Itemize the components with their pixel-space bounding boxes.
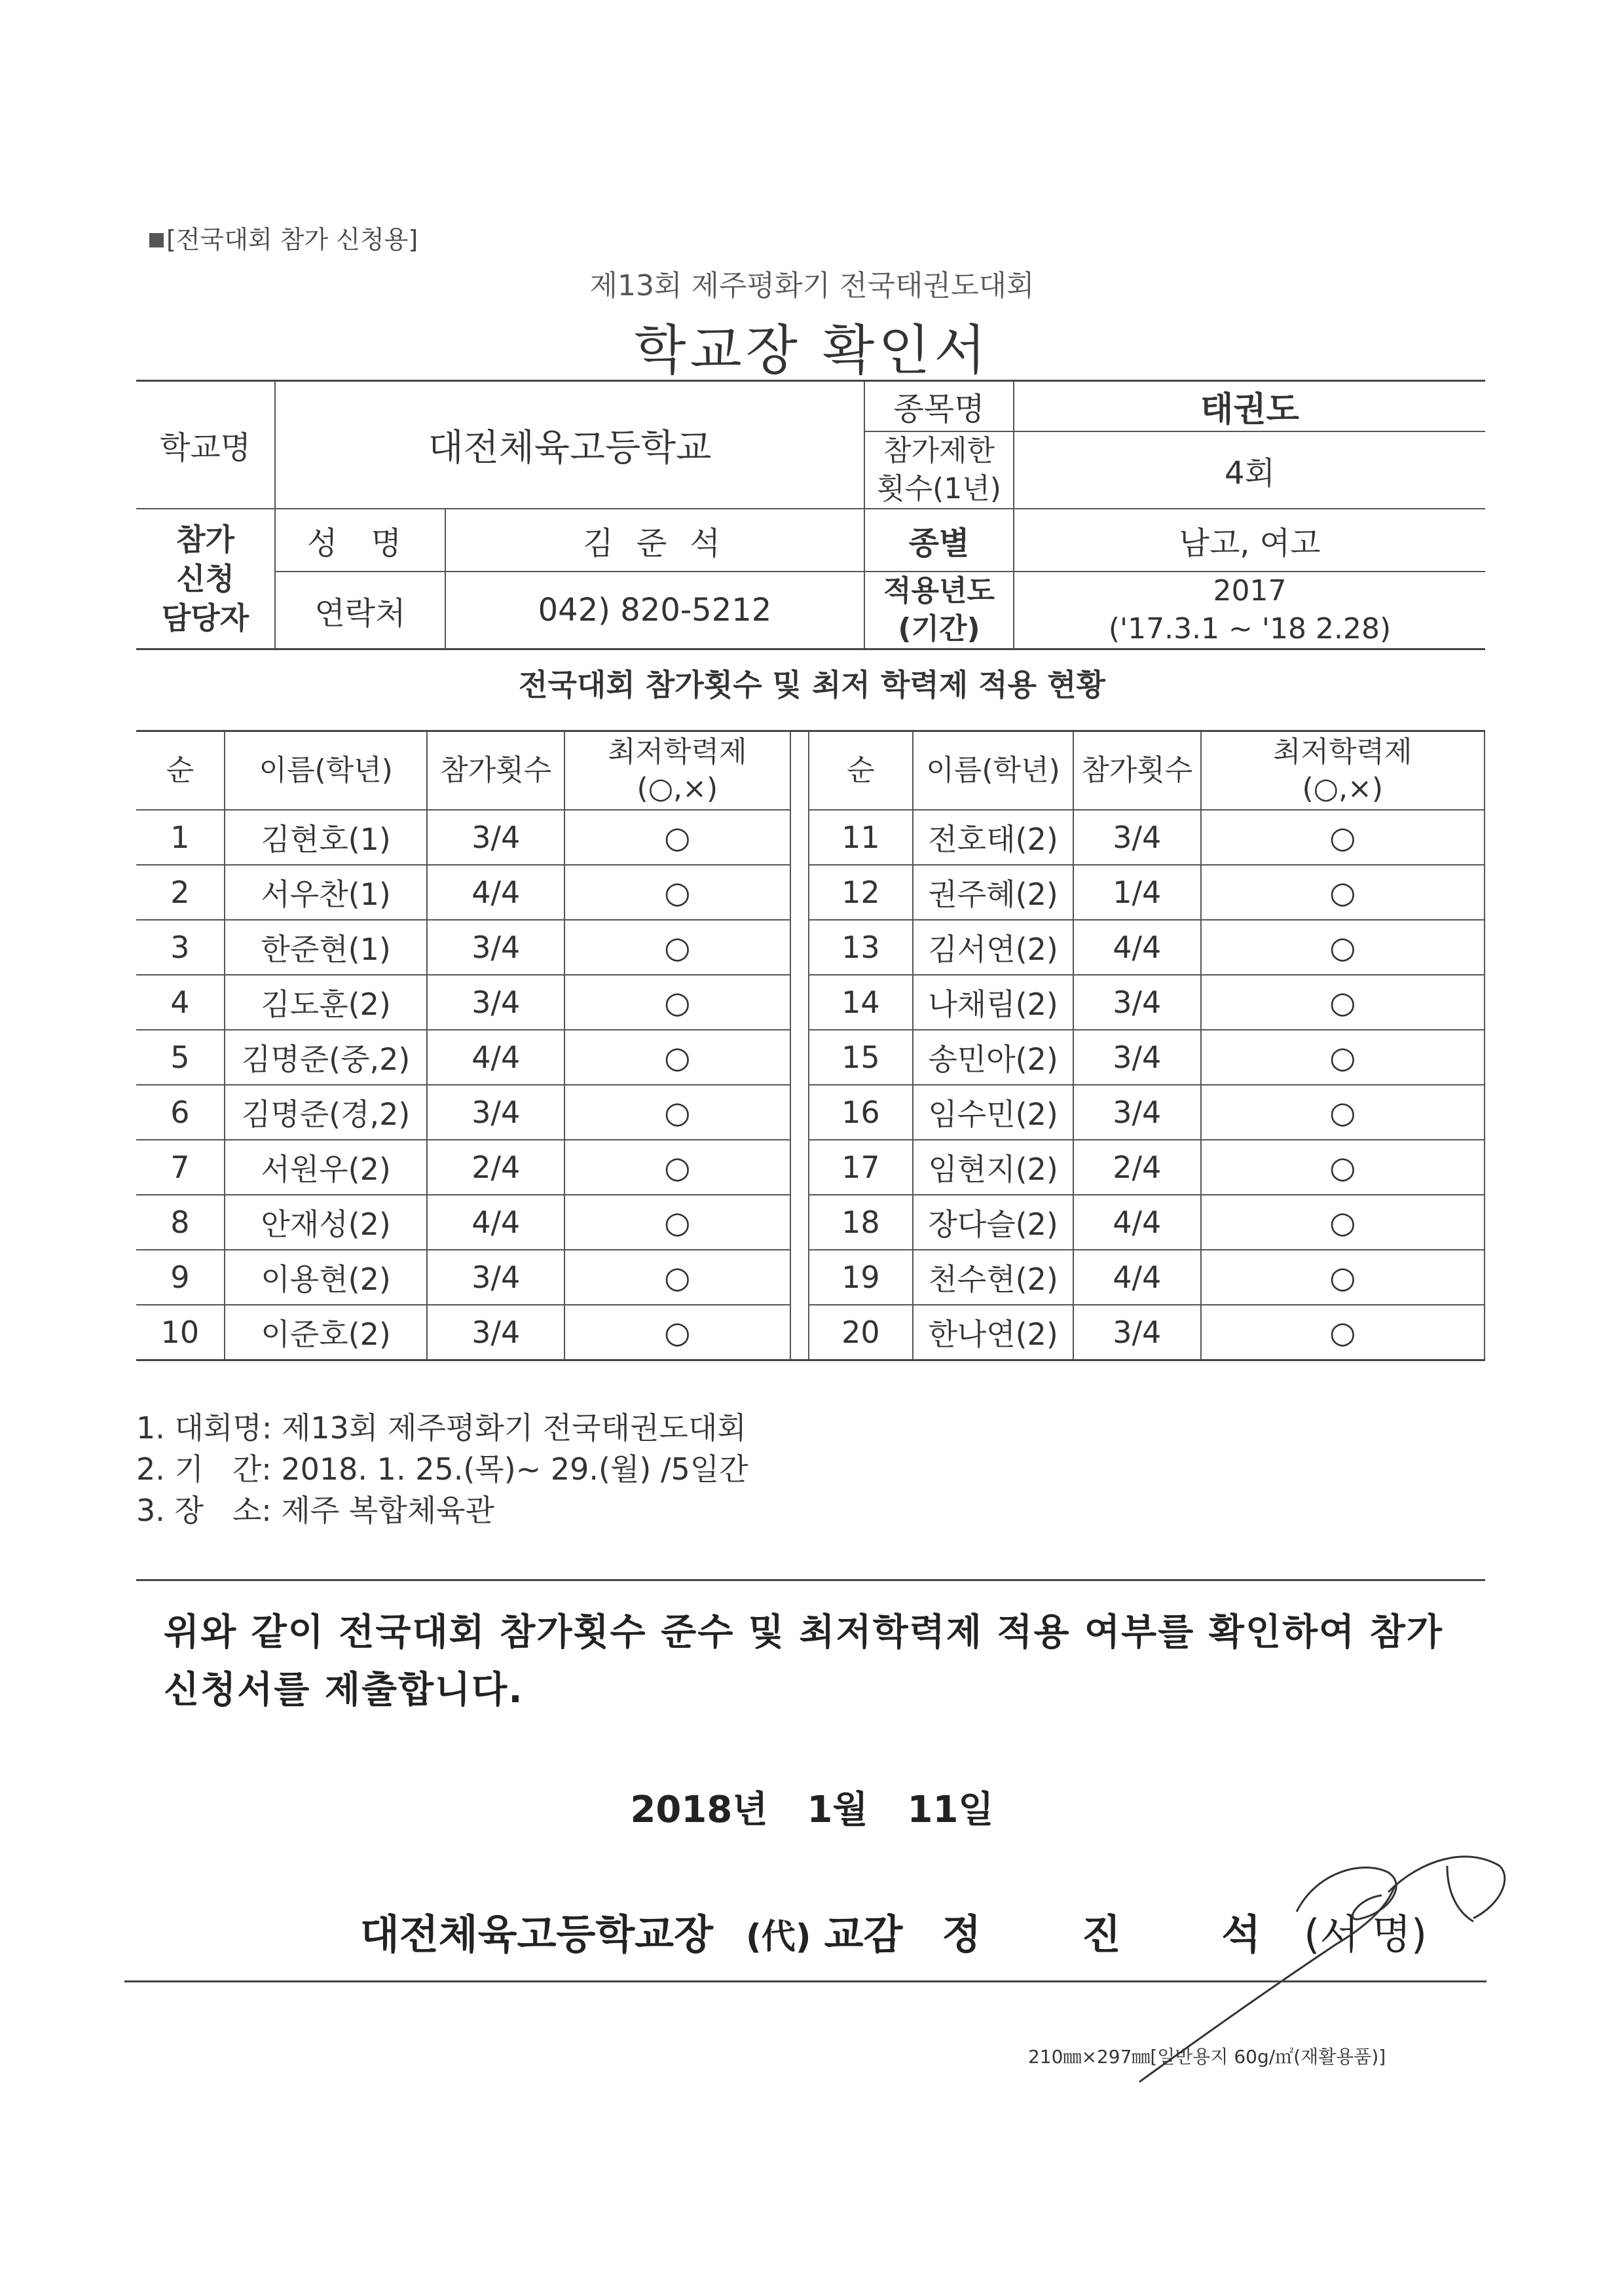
participant-min: ○ [564, 975, 790, 1030]
header-count: 참가횟수 [1073, 731, 1201, 811]
paper-spec: 210㎜×297㎜[일반용지 60g/㎡(재활용품)] [1028, 2046, 1386, 2068]
table-row [136, 975, 1485, 1030]
participant-no: 15 [809, 1030, 913, 1085]
table-row [136, 1140, 1485, 1195]
participant-name: 김명준(경,2) [225, 1085, 428, 1140]
confirmation-text: 위와 같이 전국대회 참가횟수 준수 및 최저학력제 적용 여부를 확인하여 참가신청서를 제출합니다. [164, 1611, 1443, 1711]
participant-min: ○ [564, 1195, 790, 1250]
participant-name: 이준호(2) [225, 1305, 428, 1360]
school-name: 대전체육고등학교 [275, 381, 864, 509]
table-row [136, 865, 1485, 920]
participant-min: ○ [1201, 1085, 1485, 1140]
principal-name: 정 진 석 [942, 1910, 1304, 1958]
participant-name: 한나연(2) [913, 1305, 1073, 1360]
table-row [136, 1030, 1485, 1085]
participant-min: ○ [564, 810, 790, 865]
square-bullet-icon [149, 233, 164, 247]
participant-no: 18 [809, 1195, 913, 1250]
document-title: 학교장 확인서 [634, 319, 990, 382]
school-info-table [136, 380, 1485, 650]
table-row [136, 920, 1485, 975]
participant-count: 3/4 [1073, 975, 1201, 1030]
participant-name: 임수민(2) [913, 1085, 1073, 1140]
participant-no: 10 [136, 1305, 225, 1360]
participant-name: 송민아(2) [913, 1030, 1073, 1085]
participant-no: 7 [136, 1140, 225, 1195]
participant-min: ○ [1201, 810, 1485, 865]
participant-no: 9 [136, 1250, 225, 1305]
participant-count: 3/4 [1073, 1085, 1201, 1140]
participant-count: 2/4 [1073, 1140, 1201, 1195]
participant-name: 임현지(2) [913, 1140, 1073, 1195]
year-label-line1: 적용년도 [883, 574, 995, 608]
manager-label-line3: 담당자 [161, 600, 249, 636]
limit-value: 4회 [1014, 431, 1485, 509]
participant-count: 4/4 [1073, 920, 1201, 975]
note-period: 2. 기 간: 2018. 1. 25.(목)~ 29.(월) /5일간 [136, 1451, 748, 1487]
participant-count: 4/4 [427, 1030, 564, 1085]
event-notes [136, 1408, 748, 1531]
participant-no: 12 [809, 865, 913, 920]
participant-count: 2/4 [427, 1140, 564, 1195]
participant-min: ○ [564, 920, 790, 975]
participant-no: 6 [136, 1085, 225, 1140]
header-min-grade-line2: (○,×) [637, 772, 718, 805]
participant-name: 김도훈(2) [225, 975, 428, 1030]
date-month: 1월 [807, 1789, 868, 1831]
column-gap [790, 1140, 809, 1195]
participant-min: ○ [1201, 975, 1485, 1030]
participant-count: 4/4 [427, 865, 564, 920]
header-min-grade [1201, 731, 1485, 811]
name-value: 김 준 석 [445, 509, 864, 572]
year-value [1014, 572, 1485, 649]
column-gap [790, 731, 809, 811]
header-min-grade-line1: 최저학력제 [1273, 735, 1412, 769]
limit-label-line2: 횟수(1년) [877, 472, 1001, 505]
principal-role: 교감 [824, 1910, 903, 1958]
column-gap [790, 865, 809, 920]
note-event-name: 1. 대회명: 제13회 제주평화기 전국태권도대회 [136, 1410, 747, 1446]
event-label: 종목명 [864, 381, 1014, 432]
form-tag [149, 219, 418, 255]
year-value-line2: ('17.3.1 ~ '18 2.28) [1108, 612, 1392, 646]
table-row [136, 1250, 1485, 1305]
participation-table [136, 730, 1485, 1361]
participant-name: 서우찬(1) [225, 865, 428, 920]
column-gap [790, 1085, 809, 1140]
participant-count: 3/4 [427, 1305, 564, 1360]
limit-label-line1: 참가제한 [883, 434, 995, 467]
participant-name: 권주혜(2) [913, 865, 1073, 920]
participant-count: 3/4 [1073, 810, 1201, 865]
deputy-mark: (代) [746, 1918, 811, 1957]
date-day: 11일 [907, 1789, 994, 1831]
table-row [136, 810, 1485, 865]
manager-label-line2: 신청 [176, 561, 234, 596]
column-gap [790, 1195, 809, 1250]
name-label: 성 명 [275, 509, 445, 572]
header-count: 참가횟수 [427, 731, 564, 811]
participant-name: 장다슬(2) [913, 1195, 1073, 1250]
column-gap [790, 1030, 809, 1085]
gender-value: 남고, 여고 [1014, 509, 1485, 572]
participant-count: 4/4 [1073, 1195, 1201, 1250]
participant-count: 3/4 [1073, 1030, 1201, 1085]
limit-label [864, 431, 1014, 509]
header-name: 이름(학년) [913, 731, 1073, 811]
header-min-grade-line1: 최저학력제 [608, 735, 747, 769]
participant-min: ○ [1201, 1030, 1485, 1085]
participant-count: 4/4 [1073, 1250, 1201, 1305]
date-year: 2018년 [630, 1789, 768, 1831]
participant-min: ○ [1201, 865, 1485, 920]
participant-min: ○ [1201, 920, 1485, 975]
contact-label: 연락처 [275, 572, 445, 649]
participant-min: ○ [564, 1305, 790, 1360]
status-title: 전국대회 참가횟수 및 최저 학력제 적용 현황 [519, 667, 1105, 702]
participant-no: 11 [809, 810, 913, 865]
participant-no: 14 [809, 975, 913, 1030]
gender-label: 종별 [864, 509, 1014, 572]
participant-no: 8 [136, 1195, 225, 1250]
divider [136, 1579, 1485, 1581]
header-name: 이름(학년) [225, 731, 428, 811]
principal-school: 대전체육고등학교장 [360, 1910, 714, 1958]
participant-min: ○ [564, 1030, 790, 1085]
column-gap [790, 975, 809, 1030]
document-subtitle: 제13회 제주평화기 전국태권도대회 [589, 269, 1035, 302]
contact-value: 042) 820-5212 [445, 572, 864, 649]
header-min-grade [564, 731, 790, 811]
participant-count: 3/4 [427, 1085, 564, 1140]
sign-label: (서 명) [1304, 1910, 1428, 1958]
footer-divider [124, 1980, 1486, 1982]
manager-label-line1: 참가 [176, 522, 234, 557]
participant-count: 3/4 [427, 810, 564, 865]
participant-no: 4 [136, 975, 225, 1030]
table-row [136, 1085, 1485, 1140]
year-value-line1: 2017 [1213, 574, 1287, 608]
participant-count: 4/4 [427, 1195, 564, 1250]
participant-name: 천수현(2) [913, 1250, 1073, 1305]
participant-name: 한준현(1) [225, 920, 428, 975]
table-row [136, 1195, 1485, 1250]
participant-min: ○ [564, 1085, 790, 1140]
year-label [864, 572, 1014, 649]
participant-no: 2 [136, 865, 225, 920]
participant-name: 김명준(중,2) [225, 1030, 428, 1085]
participant-count: 3/4 [1073, 1305, 1201, 1360]
participant-min: ○ [1201, 1140, 1485, 1195]
participant-count: 1/4 [1073, 865, 1201, 920]
participant-no: 19 [809, 1250, 913, 1305]
header-no: 순 [809, 731, 913, 811]
participant-name: 전호태(2) [913, 810, 1073, 865]
participant-name: 김서연(2) [913, 920, 1073, 975]
participant-no: 5 [136, 1030, 225, 1085]
participant-min: ○ [564, 865, 790, 920]
year-label-line2: (기간) [898, 612, 980, 646]
participant-no: 13 [809, 920, 913, 975]
participant-no: 16 [809, 1085, 913, 1140]
participant-count: 3/4 [427, 920, 564, 975]
column-gap [790, 1305, 809, 1360]
header-min-grade-line2: (○,×) [1302, 772, 1384, 805]
participant-min: ○ [564, 1250, 790, 1305]
column-gap [790, 920, 809, 975]
participant-min: ○ [1201, 1305, 1485, 1360]
participant-no: 1 [136, 810, 225, 865]
participant-min: ○ [1201, 1195, 1485, 1250]
column-gap [790, 810, 809, 865]
column-gap [790, 1250, 809, 1305]
participant-count: 3/4 [427, 975, 564, 1030]
manager-label [136, 509, 275, 649]
participant-count: 3/4 [427, 1250, 564, 1305]
issue-date [0, 1781, 1624, 1833]
participant-no: 17 [809, 1140, 913, 1195]
participant-no: 3 [136, 920, 225, 975]
participant-name: 이용현(2) [225, 1250, 428, 1305]
header-no: 순 [136, 731, 225, 811]
participant-min: ○ [564, 1140, 790, 1195]
participant-name: 김현호(1) [225, 810, 428, 865]
note-venue: 3. 장 소: 제주 복합체육관 [136, 1493, 495, 1528]
school-label: 학교명 [136, 381, 275, 509]
participant-name: 안재성(2) [225, 1195, 428, 1250]
table-row [136, 1305, 1485, 1360]
form-tag-text: [전국대회 참가 신청용] [166, 225, 418, 254]
participant-name: 서원우(2) [225, 1140, 428, 1195]
participant-no: 20 [809, 1305, 913, 1360]
participant-min: ○ [1201, 1250, 1485, 1305]
event-value: 태권도 [1014, 381, 1485, 432]
participant-name: 나채림(2) [913, 975, 1073, 1030]
